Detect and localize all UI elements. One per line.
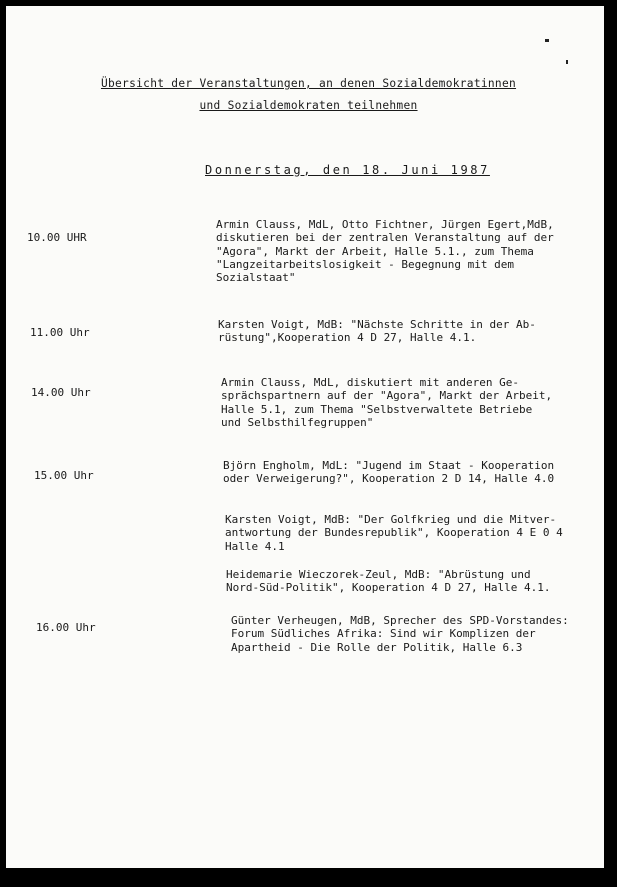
event-line: Apartheid - Die Rolle der Politik, Halle 6.3 — [231, 640, 523, 654]
scan-speck — [566, 60, 568, 64]
event-line: und Selbsthilfegruppen" — [221, 415, 374, 429]
event-time: 14.00 Uhr — [31, 386, 91, 399]
event-line: Forum Südliches Afrika: Sind wir Komplizen der — [231, 627, 536, 641]
event-line: Armin Clauss, MdL, Otto Fichtner, Jürgen Egert,MdB, — [216, 218, 554, 231]
event-description — [226, 568, 551, 595]
event-description — [223, 459, 554, 486]
event-description — [218, 318, 536, 345]
event-line: diskutieren bei der zentralen Veranstaltung auf der — [216, 231, 554, 245]
event-line: "Langzeitarbeitslosigkeit - Begegnung mit dem — [216, 257, 515, 271]
document-title-line-1: Übersicht der Veranstaltungen, an denen Sozialdemokratinnen — [100, 77, 517, 90]
event-description — [231, 614, 569, 654]
event-line: Günter Verheugen, MdB, Sprecher des SPD-Vorstandes: — [231, 614, 569, 627]
event-description — [225, 513, 563, 553]
event-line: Nord-Süd-Politik", Kooperation 4 D 27, Halle 4.1. — [226, 581, 551, 595]
event-time: 10.00 UHR — [27, 231, 87, 244]
event-line: sprächspartnern auf der "Agora", Markt der Arbeit, — [221, 389, 553, 403]
event-line: Halle 4.1 — [225, 539, 285, 553]
event-line: Björn Engholm, MdL: "Jugend im Staat - Kooperation — [223, 459, 555, 472]
document-title-line-2: und Sozialdemokraten teilnehmen — [199, 99, 418, 112]
event-line: Sozialstaat" — [216, 271, 296, 285]
date-heading: Donnerstag, den 18. Juni 1987 — [205, 163, 490, 177]
event-time: 15.00 Uhr — [34, 469, 94, 482]
event-line: Armin Clauss, MdL, diskutiert mit anderen Ge- — [221, 376, 520, 389]
event-description — [216, 218, 554, 284]
event-line: oder Verweigerung?", Kooperation 2 D 14, Halle 4.0 — [223, 472, 555, 486]
document-page — [6, 6, 604, 868]
event-description — [221, 376, 552, 429]
event-line: Karsten Voigt, MdB: "Der Golfkrieg und die Mitver- — [225, 513, 557, 526]
event-line: rüstung",Kooperation 4 D 27, Halle 4.1. — [218, 331, 477, 345]
event-line: Karsten Voigt, MdB: "Nächste Schritte in der Ab- — [218, 318, 536, 331]
event-time: 11.00 Uhr — [30, 326, 90, 339]
scan-speck — [545, 39, 549, 42]
event-line: "Agora", Markt der Arbeit, Halle 5.1., zum Thema — [216, 244, 534, 258]
event-line: Halle 5.1, zum Thema "Selbstverwaltete Betriebe — [221, 402, 533, 416]
event-line: Heidemarie Wieczorek-Zeul, MdB: "Abrüstung und — [226, 568, 531, 581]
event-time: 16.00 Uhr — [36, 621, 96, 634]
event-line: antwortung der Bundesrepublik", Kooperation 4 E 0 4 — [225, 526, 563, 540]
